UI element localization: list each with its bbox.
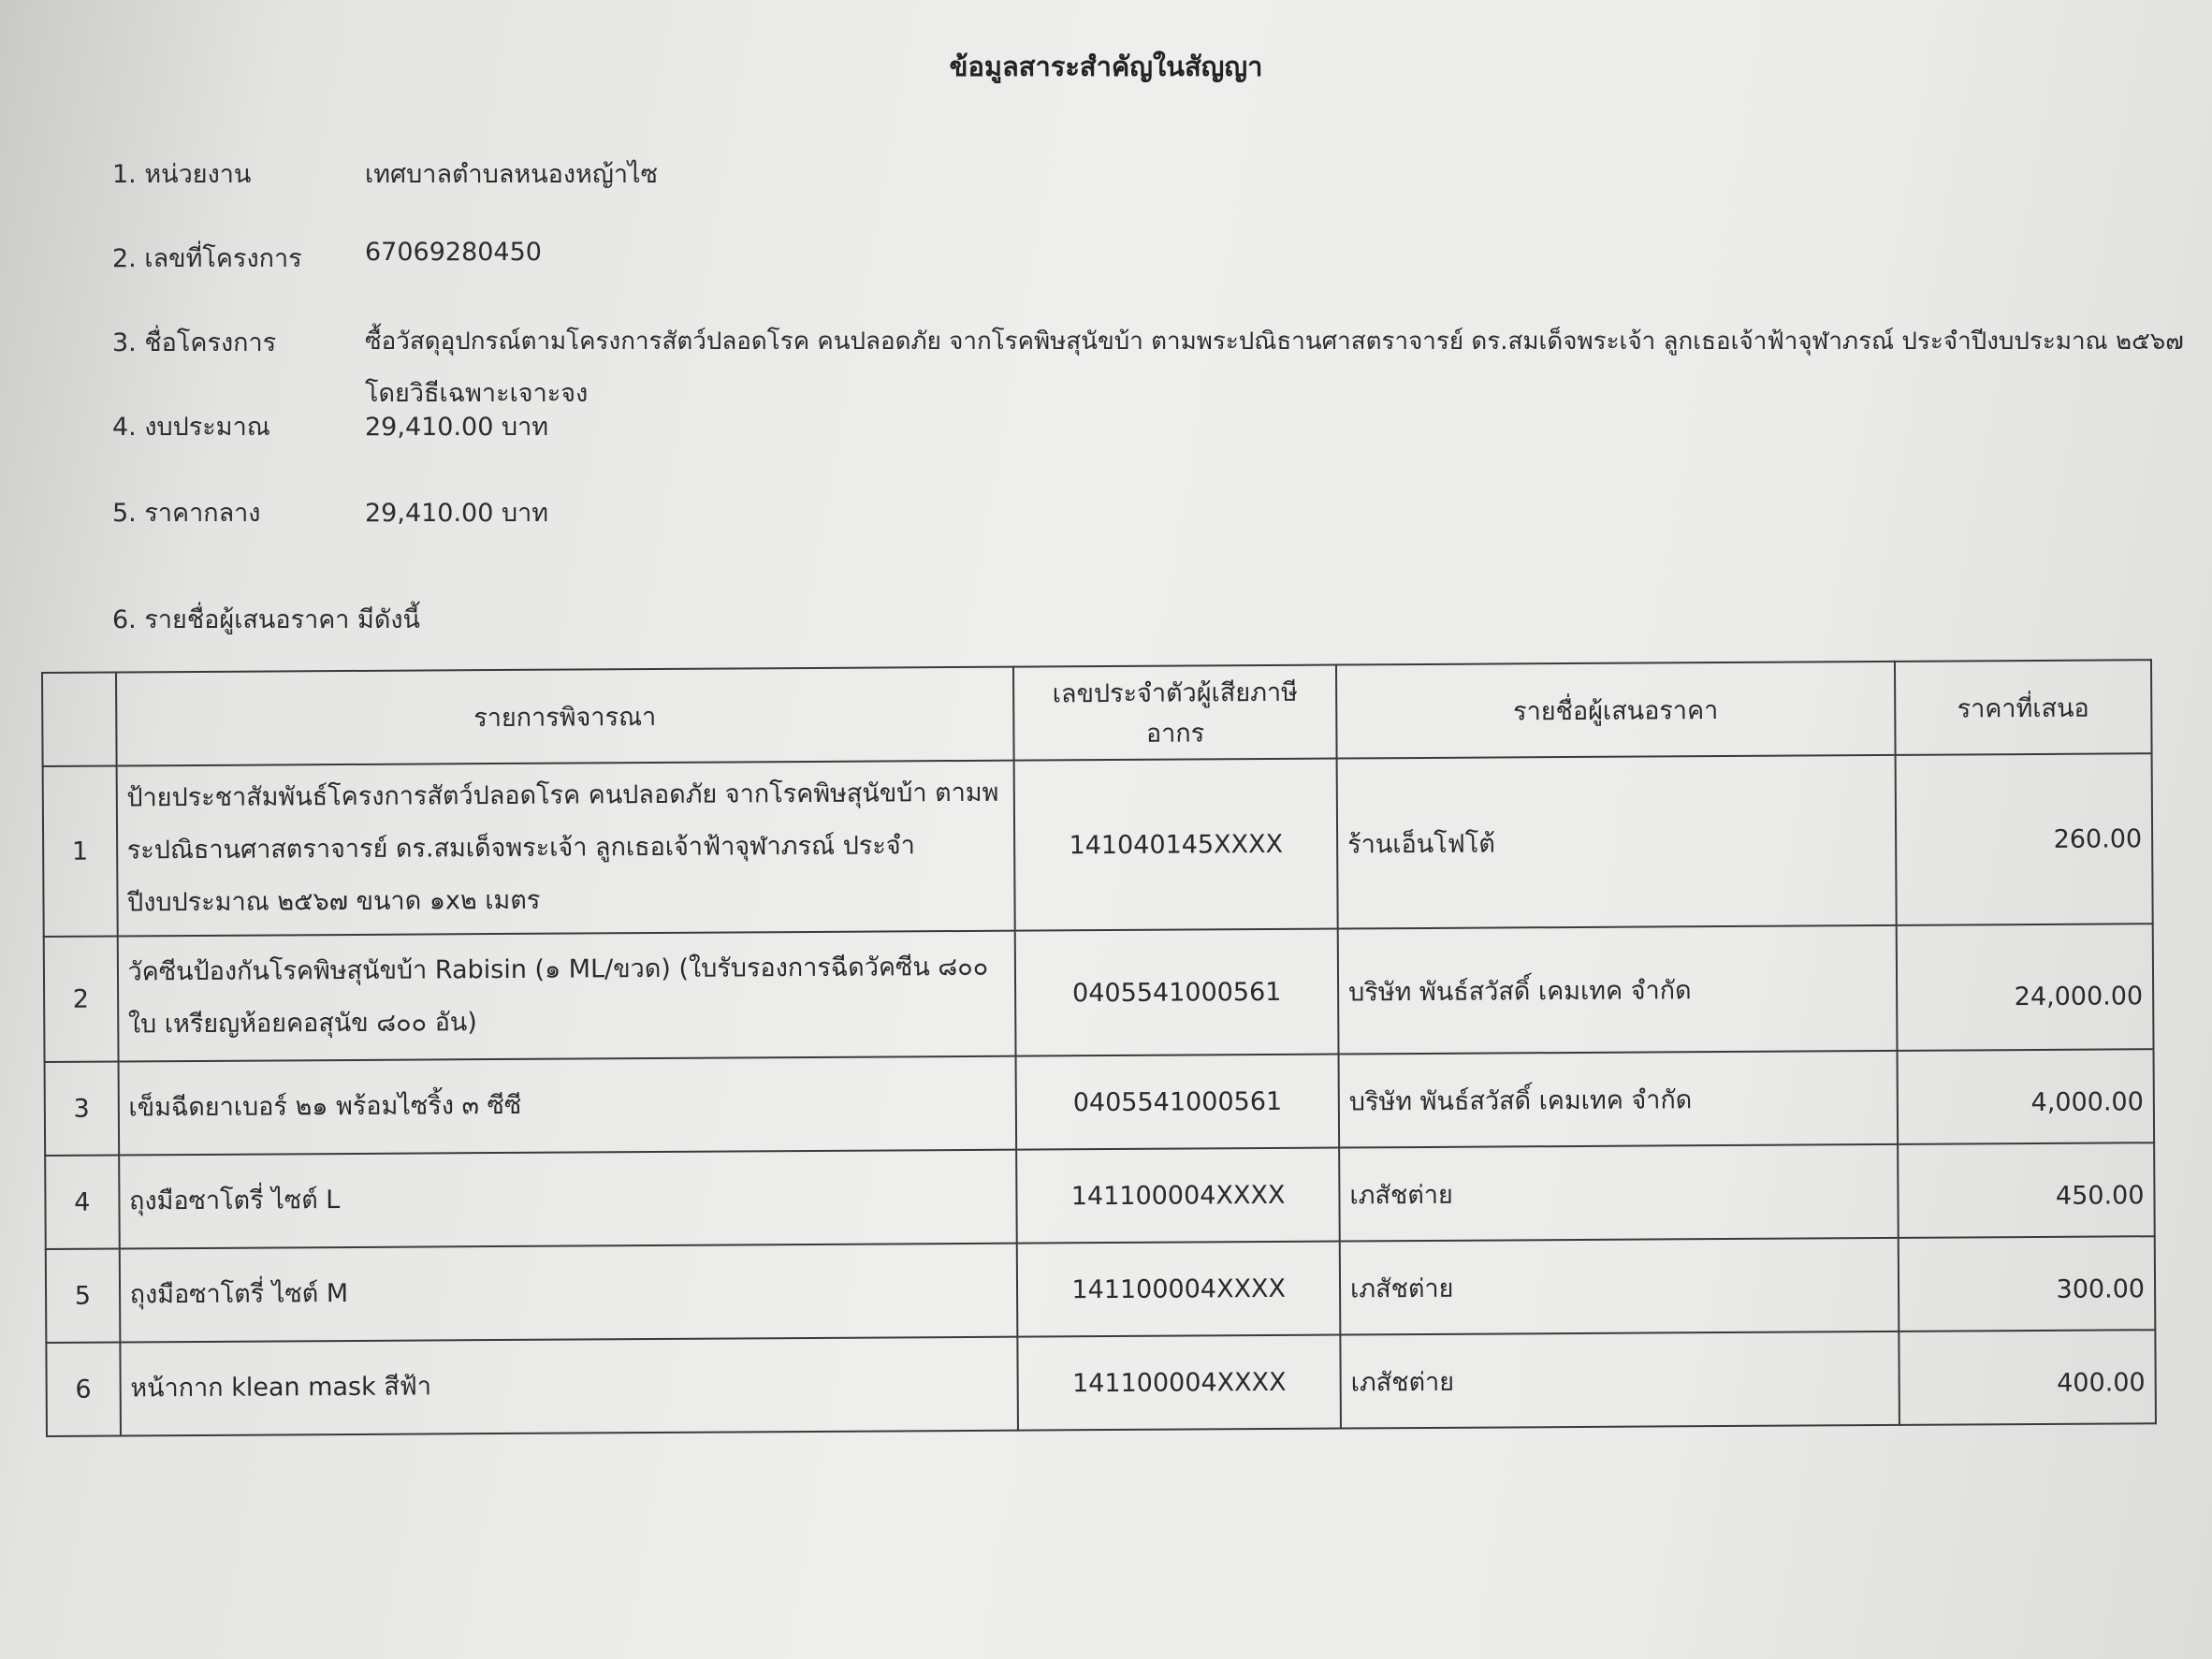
field-label: 1. หน่วยงาน — [112, 160, 252, 189]
field-value: เทศบาลตำบลหนองหญ้าไซ — [365, 160, 658, 189]
field-label: 6. รายชื่อผู้เสนอราคา มีดังนี้ — [112, 605, 421, 634]
field-value: ซื้อวัสดุอุปกรณ์ตามโครงการสัตว์ปลอดโรค คนปลอดภัย จากโรคพิษสุนัขบ้า ตามพระปณิธานศาสตราจารย์ ดร.สมเด็จพระเจ้า ลูกเธอเจ้าฟ้าจุฬาภรณ์ ประจำปีงบประมาณ ๒๕๖๗ — [365, 327, 2184, 356]
row-taxid: 0405541000561 — [1016, 1055, 1339, 1150]
field-label: 5. ราคากลาง — [112, 499, 261, 528]
row-bidder: เภสัชต่าย — [1340, 1332, 1899, 1429]
document-title: ข้อมูลสาระสำคัญในสัญญา — [949, 51, 1263, 82]
header-taxid: เลขประจำตัวผู้เสียภาษีอากร — [1013, 665, 1336, 761]
bids-table — [41, 659, 2157, 1437]
row-taxid: 141100004XXXX — [1016, 1148, 1339, 1244]
field-label: 2. เลขที่โครงการ — [112, 244, 302, 273]
row-price: 24,000.00 — [1896, 924, 2153, 1051]
field-value: 29,410.00 บาท — [365, 499, 549, 528]
row-price: 400.00 — [1899, 1330, 2156, 1425]
field-value: 29,410.00 บาท — [365, 413, 549, 442]
row-taxid: 0405541000561 — [1015, 929, 1339, 1056]
field-label: 3. ชื่อโครงการ — [112, 328, 277, 357]
row-number: 4 — [45, 1156, 119, 1249]
row-price: 4,000.00 — [1897, 1049, 2154, 1144]
row-number: 5 — [46, 1249, 120, 1343]
row-item: เข็มฉีดยาเบอร์ ๒๑ พร้อมไซริ้ง ๓ ซีซี — [118, 1056, 1016, 1156]
table-row — [46, 1236, 2156, 1343]
header-item: รายการพิจารณา — [116, 667, 1014, 766]
table-header-row — [42, 660, 2152, 766]
header-num — [42, 673, 116, 766]
field-value-line2: โดยวิธีเฉพาะเจาะจง — [365, 379, 589, 408]
table-row — [43, 753, 2153, 937]
row-number: 6 — [46, 1343, 120, 1436]
table-row — [45, 1049, 2155, 1156]
row-item: ถุงมือซาโตรี่ ไซต์ M — [119, 1244, 1017, 1343]
row-number: 2 — [44, 937, 118, 1062]
row-number: 1 — [43, 766, 118, 937]
row-bidder: บริษัท พันธ์สวัสดิ์ เคมเทค จำกัด — [1338, 925, 1898, 1055]
table-row — [44, 924, 2154, 1062]
row-price: 300.00 — [1899, 1236, 2156, 1332]
field-value: 67069280450 — [365, 238, 542, 267]
row-item: หน้ากาก klean mask สีฟ้า — [120, 1337, 1018, 1436]
row-bidder: ร้านเอ็นโฟโต้ — [1337, 755, 1897, 929]
row-bidder: บริษัท พันธ์สวัสดิ์ เคมเทค จำกัด — [1339, 1051, 1898, 1148]
row-item: ถุงมือซาโตรี่ ไซต์ L — [119, 1150, 1017, 1249]
row-price: 450.00 — [1898, 1142, 2155, 1238]
table-row — [45, 1142, 2155, 1249]
row-bidder: เภสัชต่าย — [1339, 1144, 1898, 1242]
row-item: ป้ายประชาสัมพันธ์โครงการสัตว์ปลอดโรค คนปลอดภัย จากโรคพิษสุนัขบ้า ตามพระปณิธานศาสตราจารย์ ดร.สมเด็จพระเจ้า ลูกเธอเจ้าฟ้าจุฬาภรณ์ ประจำปีงบประมาณ ๒๕๖๗ ขนาด ๑x๒ เมตร — [116, 761, 1015, 937]
row-taxid: 141040145XXXX — [1014, 759, 1338, 931]
field-label: 4. งบประมาณ — [112, 413, 270, 442]
row-price: 260.00 — [1895, 753, 2152, 925]
row-item: วัคซีนป้องกันโรคพิษสุนัขบ้า Rabisin (๑ ML/ขวด) (ใบรับรองการฉีดวัคซีน ๘๐๐ ใบ เหรียญห้อยคอสุนัข ๘๐๐ อัน) — [117, 931, 1015, 1062]
header-price: ราคาที่เสนอ — [1895, 660, 2152, 755]
row-number: 3 — [45, 1062, 119, 1156]
row-bidder: เภสัชต่าย — [1340, 1238, 1899, 1335]
row-taxid: 141100004XXXX — [1018, 1335, 1341, 1431]
header-bidder: รายชื่อผู้เสนอราคา — [1336, 662, 1895, 759]
row-taxid: 141100004XXXX — [1017, 1242, 1340, 1337]
table-row — [46, 1330, 2156, 1436]
